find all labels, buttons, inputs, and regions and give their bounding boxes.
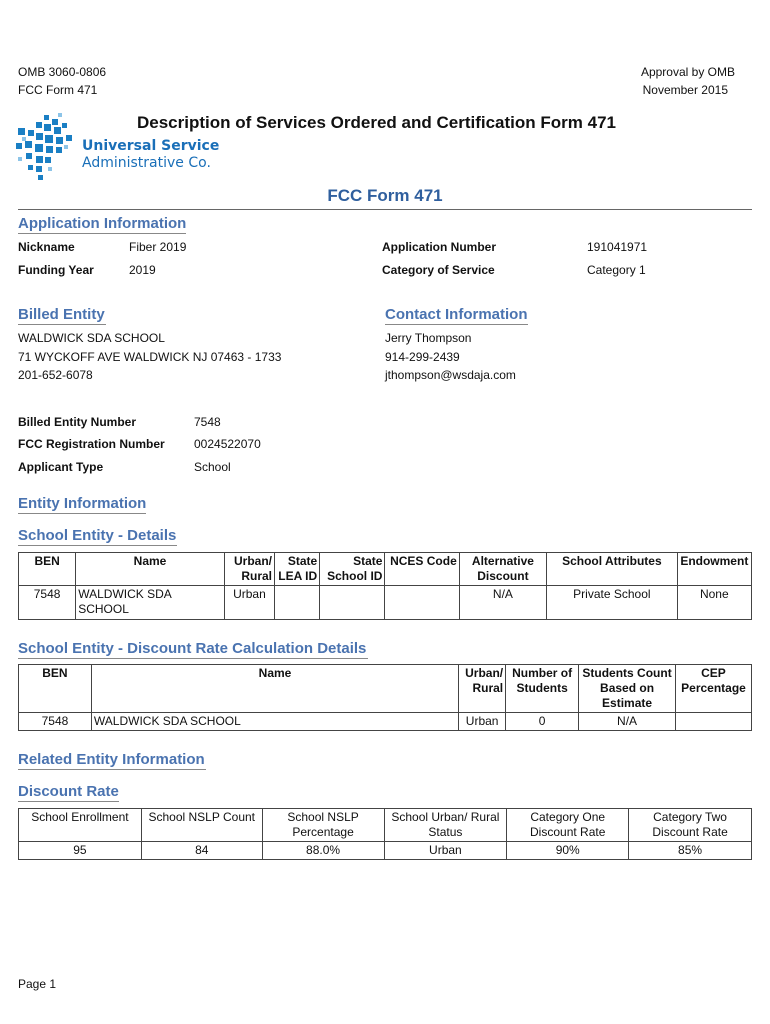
contact-name: Jerry Thompson: [385, 331, 472, 345]
billed-entity-address: 71 WYCKOFF AVE WALDWICK NJ 07463 - 1733: [18, 349, 282, 364]
entity-info-heading: Entity Information: [18, 495, 147, 512]
logo-line-1: Universal Service: [82, 138, 220, 154]
header-divider: [18, 209, 752, 210]
contact-email[interactable]: jthompson@wsdaja.com: [385, 368, 516, 382]
application-info-underline: [18, 233, 186, 234]
page-number: Page 1: [18, 977, 57, 991]
cell-estimate: N/A: [579, 713, 676, 731]
col-header: NCES Code: [385, 553, 459, 586]
fcc-registration-label: FCC Registration Number: [18, 437, 165, 451]
cell-urban-rural: Urban: [224, 586, 274, 620]
col-header: BEN: [19, 553, 76, 586]
discount-calc-underline: [18, 658, 368, 659]
col-header: School NSLP Percentage: [262, 809, 384, 842]
ben-value: 7548: [194, 415, 221, 429]
col-header: School Attributes: [547, 553, 678, 586]
form-date: November 2015: [642, 83, 728, 97]
col-header: BEN: [19, 665, 92, 713]
discount-rate-table: [18, 808, 752, 860]
form-number: FCC Form 471: [18, 83, 98, 97]
table-header-row: [19, 665, 752, 713]
document-title: Description of Services Ordered and Certification Form 471: [137, 113, 616, 132]
funding-year-label: Funding Year: [18, 263, 94, 277]
applicant-type-value: School: [194, 460, 231, 474]
col-header: School Urban/ Rural Status: [384, 809, 507, 842]
cell-nslp-count: 84: [141, 842, 262, 860]
cell-state-school: [320, 586, 385, 620]
cell-name: WALDWICK SDA SCHOOL: [76, 586, 225, 620]
cell-state-lea: [275, 586, 320, 620]
discount-calc-table: [18, 664, 752, 731]
cell-students: 0: [506, 713, 579, 731]
cell-ben: 7548: [19, 713, 92, 731]
cell-nces: [385, 586, 459, 620]
school-details-table: [18, 552, 752, 620]
omb-approval: Approval by OMB: [640, 65, 735, 79]
omb-number: OMB 3060-0806: [18, 65, 107, 79]
category-value: Category 1: [587, 263, 646, 277]
usac-logo: [14, 113, 84, 185]
related-entity-heading: Related Entity Information: [18, 751, 205, 768]
col-header: State School ID: [320, 553, 385, 586]
school-details-heading: School Entity - Details: [18, 527, 177, 544]
table-row: [19, 842, 752, 860]
table-header-row: [19, 553, 752, 586]
col-header: Alternative Discount: [459, 553, 546, 586]
cell-cat-one-rate: 90%: [507, 842, 629, 860]
cell-ben: 7548: [19, 586, 76, 620]
discount-rate-underline: [18, 801, 119, 802]
col-header: Endowment: [677, 553, 751, 586]
cell-endowment: None: [677, 586, 751, 620]
billed-entity-heading: Billed Entity: [18, 306, 105, 323]
ben-label: Billed Entity Number: [18, 415, 137, 429]
funding-year-value: 2019: [129, 263, 156, 277]
entity-info-underline: [18, 513, 146, 514]
col-header: Category Two Discount Rate: [629, 809, 752, 842]
col-header: School NSLP Count: [141, 809, 262, 842]
cell-cep: [675, 713, 751, 731]
cell-nslp-percentage: 88.0%: [262, 842, 384, 860]
billed-entity-phone: 201-652-6078: [18, 368, 93, 382]
col-header: Name: [91, 665, 458, 713]
nickname-label: Nickname: [18, 240, 75, 254]
table-header-row: [19, 809, 752, 842]
billed-entity-underline: [18, 324, 106, 325]
contact-block: [385, 329, 516, 385]
fcc-registration-value: 0024522070: [194, 437, 261, 451]
cell-attributes: Private School: [547, 586, 678, 620]
application-number-label: Application Number: [382, 240, 497, 254]
col-header: Students Count Based on Estimate: [579, 665, 676, 713]
application-info-heading: Application Information: [18, 215, 187, 232]
col-header: School Enrollment: [19, 809, 142, 842]
contact-info-heading: Contact Information: [385, 306, 528, 323]
discount-rate-heading: Discount Rate: [18, 783, 119, 800]
cell-urban-rural-status: Urban: [384, 842, 507, 860]
application-number-value: 191041971: [587, 240, 648, 254]
applicant-type-label: Applicant Type: [18, 460, 104, 474]
cell-alt-discount: N/A: [459, 586, 546, 620]
cell-urban-rural: Urban: [459, 713, 506, 731]
billed-entity-name: WALDWICK SDA SCHOOL: [18, 331, 165, 345]
table-row: [19, 586, 752, 620]
contact-phone: 914-299-2439: [385, 349, 460, 364]
cell-cat-two-rate: 85%: [629, 842, 752, 860]
discount-calc-heading: School Entity - Discount Rate Calculation Details: [18, 640, 367, 657]
logo-line-2: Administrative Co.: [82, 155, 211, 171]
contact-info-underline: [385, 324, 528, 325]
col-header: Urban/ Rural: [224, 553, 274, 586]
col-header: CEP Percentage: [675, 665, 751, 713]
form-heading: FCC Form 471: [327, 186, 443, 205]
col-header: Category One Discount Rate: [507, 809, 629, 842]
school-details-underline: [18, 545, 177, 546]
cell-name: WALDWICK SDA SCHOOL: [91, 713, 458, 731]
table-row: [19, 713, 752, 731]
col-header: Urban/ Rural: [459, 665, 506, 713]
billed-entity-block: [18, 329, 281, 385]
category-label: Category of Service: [382, 263, 495, 277]
col-header: Name: [76, 553, 225, 586]
col-header: State LEA ID: [275, 553, 320, 586]
related-entity-underline: [18, 769, 206, 770]
cell-enrollment: 95: [19, 842, 142, 860]
col-header: Number of Students: [506, 665, 579, 713]
nickname-value: Fiber 2019: [129, 240, 187, 254]
